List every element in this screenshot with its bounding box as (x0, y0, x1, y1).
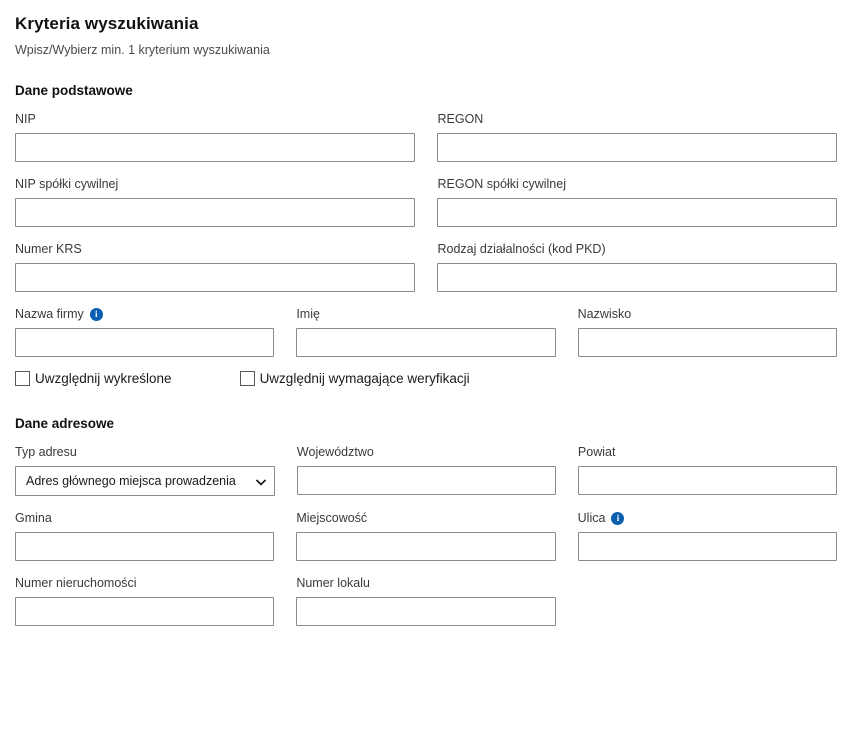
spacer (415, 241, 438, 292)
form-row-gmina-miejscowosc-ulica (15, 510, 837, 561)
spacer (578, 575, 837, 626)
input-wojewodztwo[interactable] (297, 466, 556, 495)
label-text-ulica: Ulica (577, 511, 606, 525)
input-ulica[interactable] (578, 532, 837, 561)
input-numer-lokalu[interactable] (296, 597, 555, 626)
input-nip-spolki-cywilnej[interactable] (15, 198, 415, 227)
checkbox-label-wykreslone: Uwzględnij wykreślone (35, 371, 172, 386)
field-nip-spolki-cywilnej (15, 176, 415, 227)
section-title-basic-data: Dane podstawowe (15, 83, 133, 98)
input-powiat[interactable] (578, 466, 837, 495)
form-row-name-fields (15, 306, 837, 357)
checkbox-uwzglednij-wymagajace-weryfikacji[interactable] (240, 371, 470, 386)
field-powiat (578, 444, 837, 496)
field-numer-lokalu (296, 575, 555, 626)
field-numer-krs (15, 241, 415, 292)
spacer (415, 176, 438, 227)
label-imie: Imię (296, 307, 320, 321)
input-imie[interactable] (296, 328, 555, 357)
spacer (274, 306, 296, 357)
spacer (274, 510, 296, 561)
field-miejscowosc (296, 510, 555, 561)
field-kod-pkd (437, 241, 837, 292)
label-kod-pkd: Rodzaj działalności (kod PKD) (437, 242, 606, 256)
label-numer-krs: Numer KRS (15, 242, 82, 256)
section-title-address-data: Dane adresowe (15, 416, 115, 431)
input-nazwisko[interactable] (578, 328, 837, 357)
input-kod-pkd[interactable] (437, 263, 837, 292)
spacer (556, 444, 578, 496)
spacer (556, 510, 578, 561)
form-row-address-type (15, 444, 837, 496)
label-nazwa-firmy (15, 306, 274, 322)
label-ulica (578, 510, 837, 526)
page-title: Kryteria wyszukiwania (15, 14, 199, 33)
spacer (415, 111, 438, 162)
page-subtitle: Wpisz/Wybierz min. 1 kryterium wyszukiwania (15, 43, 270, 57)
info-icon[interactable]: i (90, 308, 103, 321)
field-regon-spolki-cywilnej (437, 176, 837, 227)
form-row-numery (15, 575, 837, 626)
spacer (556, 306, 578, 357)
field-regon (437, 111, 837, 162)
spacer (275, 444, 297, 496)
form-row-krs-pkd (15, 241, 837, 292)
form-row-nip-sc-regon-sc (15, 176, 837, 227)
label-miejscowosc: Miejscowość (296, 511, 368, 525)
label-wojewodztwo: Województwo (296, 445, 374, 459)
label-text-nazwa-firmy: Nazwa firmy (15, 307, 84, 321)
field-gmina (15, 510, 274, 561)
field-imie (296, 306, 555, 357)
label-regon-spolki-cywilnej: REGON spółki cywilnej (437, 177, 566, 191)
label-typ-adresu: Typ adresu (15, 445, 77, 459)
label-regon: REGON (437, 112, 484, 126)
input-numer-nieruchomosci[interactable] (15, 597, 274, 626)
field-numer-nieruchomosci (15, 575, 274, 626)
spacer (556, 575, 578, 626)
input-nip[interactable] (15, 133, 415, 162)
label-numer-nieruchomosci: Numer nieruchomości (15, 576, 137, 590)
label-nazwisko: Nazwisko (577, 307, 632, 321)
field-nip (15, 111, 415, 162)
input-numer-krs[interactable] (15, 263, 415, 292)
input-regon[interactable] (437, 133, 837, 162)
input-gmina[interactable] (15, 532, 274, 561)
field-typ-adresu (15, 444, 275, 496)
checkbox-uwzglednij-wykreslone[interactable] (15, 371, 172, 386)
select-typ-adresu[interactable] (15, 466, 275, 496)
label-nip: NIP (15, 112, 36, 126)
form-row-nip-regon (15, 111, 837, 162)
field-nazwa-firmy (15, 306, 274, 357)
input-regon-spolki-cywilnej[interactable] (437, 198, 837, 227)
label-numer-lokalu: Numer lokalu (296, 576, 370, 590)
field-wojewodztwo (297, 444, 556, 496)
field-nazwisko (578, 306, 837, 357)
label-nip-spolki-cywilnej: NIP spółki cywilnej (15, 177, 119, 191)
checkbox-box-weryfikacja[interactable] (240, 371, 255, 386)
label-powiat: Powiat (577, 445, 616, 459)
spacer (274, 575, 296, 626)
label-gmina: Gmina (15, 511, 52, 525)
select-wrapper-typ-adresu (15, 466, 275, 496)
checkbox-label-weryfikacja: Uwzględnij wymagające weryfikacji (259, 371, 470, 386)
field-ulica (578, 510, 837, 561)
checkbox-group (15, 371, 837, 386)
checkbox-box-wykreslone[interactable] (15, 371, 30, 386)
info-icon[interactable]: i (611, 512, 624, 525)
input-nazwa-firmy[interactable] (15, 328, 274, 357)
input-miejscowosc[interactable] (296, 532, 555, 561)
